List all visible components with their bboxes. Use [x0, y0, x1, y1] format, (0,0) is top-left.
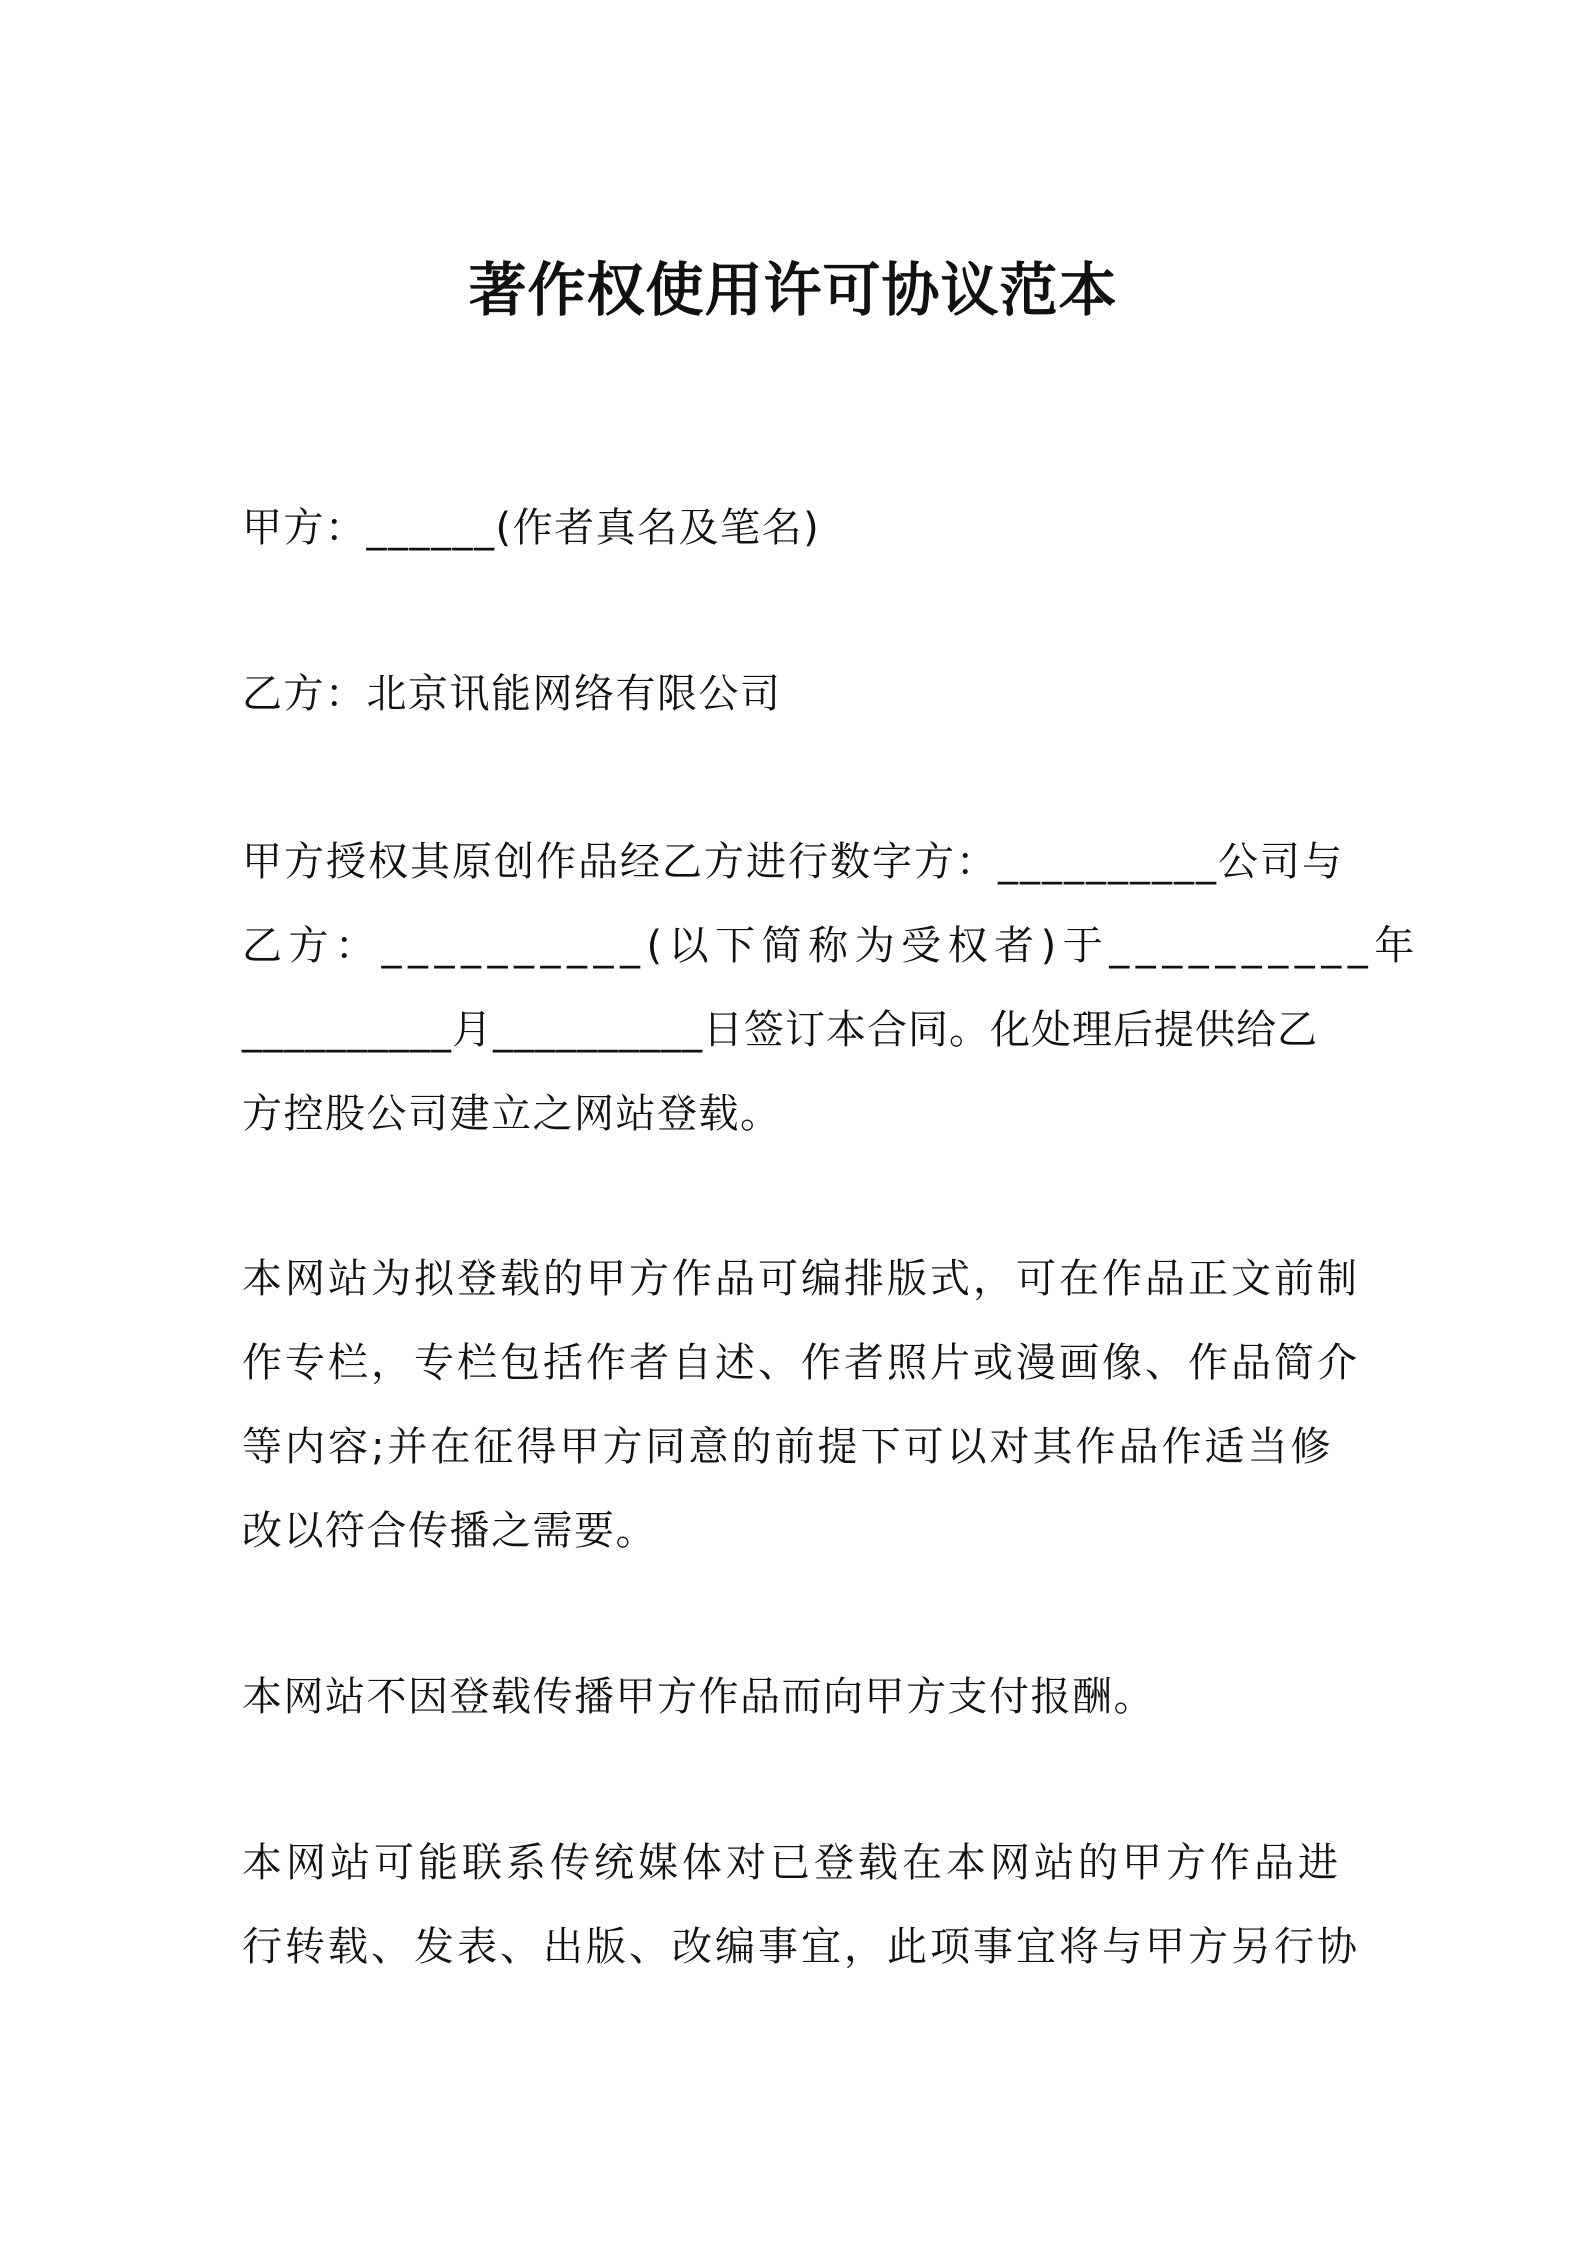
clause-authorization: [242, 820, 1421, 1156]
party-a-line: 甲方：______(作者真名及笔名): [242, 505, 821, 551]
clause-line: 等内容;并在征得甲方同意的前提下可以对其作品作适当修: [242, 1424, 1334, 1470]
clause-line: 改以符合传播之需要。: [242, 1508, 657, 1554]
clause-line: 甲方授权其原创作品经乙方进行数字方：__________公司与: [242, 839, 1344, 885]
clause-remuneration: [242, 1655, 1352, 1739]
party-b-line: 乙方：北京讯能网络有限公司: [242, 671, 782, 717]
document-title: 著作权使用许可协议范本: [468, 256, 1118, 324]
clause-line: 本网站为拟登载的甲方作品可编排版式，可在作品正文前制: [242, 1256, 1360, 1302]
clause-reprint: [242, 1821, 1360, 1989]
clause-line: 本网站可能联系传统媒体对已登载在本网站的甲方作品进: [242, 1840, 1342, 1886]
clause-line: 本网站不因登载传播甲方作品而向甲方支付报酬。: [242, 1674, 1155, 1720]
clause-line: 作专栏，专栏包括作者自述、作者照片或漫画像、作品简介: [242, 1340, 1360, 1386]
clause-layout: [242, 1237, 1360, 1573]
clause-line: 方控股公司建立之网站登载。: [242, 1091, 782, 1137]
clause-line: 行转载、发表、出版、改编事宜，此项事宜将与甲方另行协: [242, 1924, 1360, 1970]
clause-line: __________月__________日签订本合同。化处理后提供给乙: [242, 1007, 1318, 1053]
clause-line: 乙方：__________(以下简称为受权者)于__________年: [242, 923, 1421, 969]
